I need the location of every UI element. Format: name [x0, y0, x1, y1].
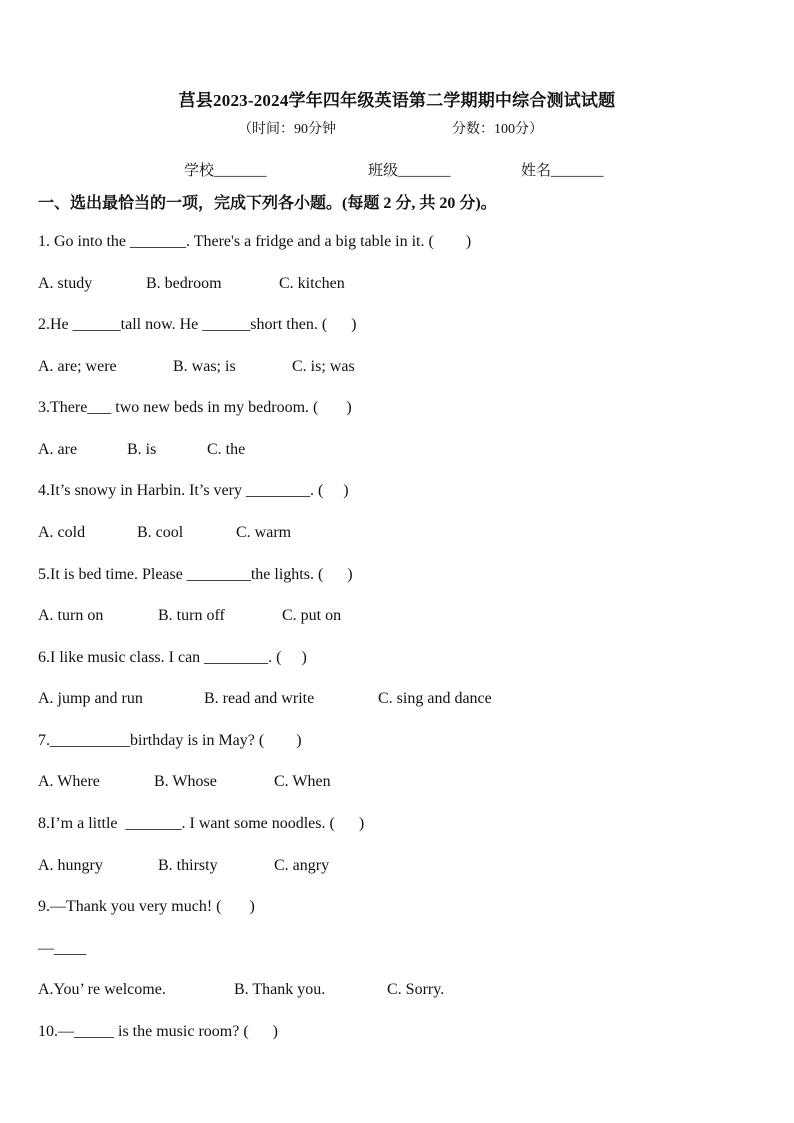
question-options — [38, 358, 355, 376]
question-stem: 8.I’m a little _______. I want some noodles. ( ) — [38, 815, 365, 832]
question-options — [38, 981, 444, 999]
question-stem: 4.It’s snowy in Harbin. It’s very ________. ( ) — [38, 482, 349, 499]
option-c: C. put on — [282, 607, 342, 624]
option-c: C. the — [207, 441, 246, 458]
question-stem: 9.—Thank you very much! ( ) — [38, 898, 255, 915]
option-a: A. hungry — [38, 857, 103, 874]
option-b: B. was; is — [173, 358, 236, 375]
option-b: B. bedroom — [146, 275, 222, 292]
question-stem: 7.__________birthday is in May? ( ) — [38, 732, 302, 749]
option-a: A. are — [38, 441, 78, 458]
section-heading: 一、选出最恰当的一项，完成下列各小题。(每题 2 分, 共 20 分)。 — [38, 195, 497, 212]
page-title: 莒县2023-2024学年四年级英语第二学期期中综合测试试题 — [178, 91, 616, 110]
option-c: C. Sorry. — [387, 981, 445, 998]
option-a: A. jump and run — [38, 690, 143, 707]
option-b: B. Thank you. — [234, 981, 326, 998]
option-c: C. sing and dance — [378, 690, 492, 707]
name-field: 姓名_______ — [521, 163, 604, 179]
option-c: C. angry — [274, 857, 330, 874]
option-c: C. is; was — [292, 358, 355, 375]
option-a: A. turn on — [38, 607, 104, 624]
option-c: C. kitchen — [279, 275, 345, 292]
class-field: 班级_______ — [368, 163, 451, 179]
question-stem: 5.It is bed time. Please ________the lights. ( ) — [38, 566, 353, 583]
option-c: C. When — [274, 773, 331, 790]
question-stem: 10.—_____ is the music room? ( ) — [38, 1023, 278, 1040]
option-a: A. Where — [38, 773, 100, 790]
option-b: B. thirsty — [158, 857, 218, 874]
question-stem: 6.I like music class. I can ________. ( ) — [38, 649, 307, 666]
option-b: B. is — [127, 441, 157, 458]
question-options — [38, 857, 329, 875]
exam-time: （时间：90分钟 — [238, 122, 336, 137]
question-options — [38, 607, 341, 625]
exam-score: 分数：100分） — [452, 122, 543, 137]
option-a: A. study — [38, 275, 93, 292]
option-a: A. cold — [38, 524, 86, 541]
option-a: A.You’ re welcome. — [38, 981, 166, 998]
question-stem: 3.There___ two new beds in my bedroom. ( ) — [38, 399, 352, 416]
question-options — [38, 773, 331, 791]
question-options — [38, 690, 492, 708]
option-b: B. read and write — [204, 690, 315, 707]
question-stem: 1. Go into the _______. There's a fridge and a big table in it. ( ) — [38, 233, 472, 250]
answer-line: —____ — [38, 940, 86, 957]
question-options — [38, 441, 245, 459]
question-stem: 2.He ______tall now. He ______short then. ( ) — [38, 316, 357, 333]
option-a: A. are; were — [38, 358, 117, 375]
question-options — [38, 275, 345, 293]
school-field: 学校_______ — [184, 163, 267, 179]
option-c: C. warm — [236, 524, 292, 541]
option-b: B. cool — [137, 524, 184, 541]
option-b: B. turn off — [158, 607, 225, 624]
option-b: B. Whose — [154, 773, 217, 790]
question-options — [38, 524, 291, 542]
